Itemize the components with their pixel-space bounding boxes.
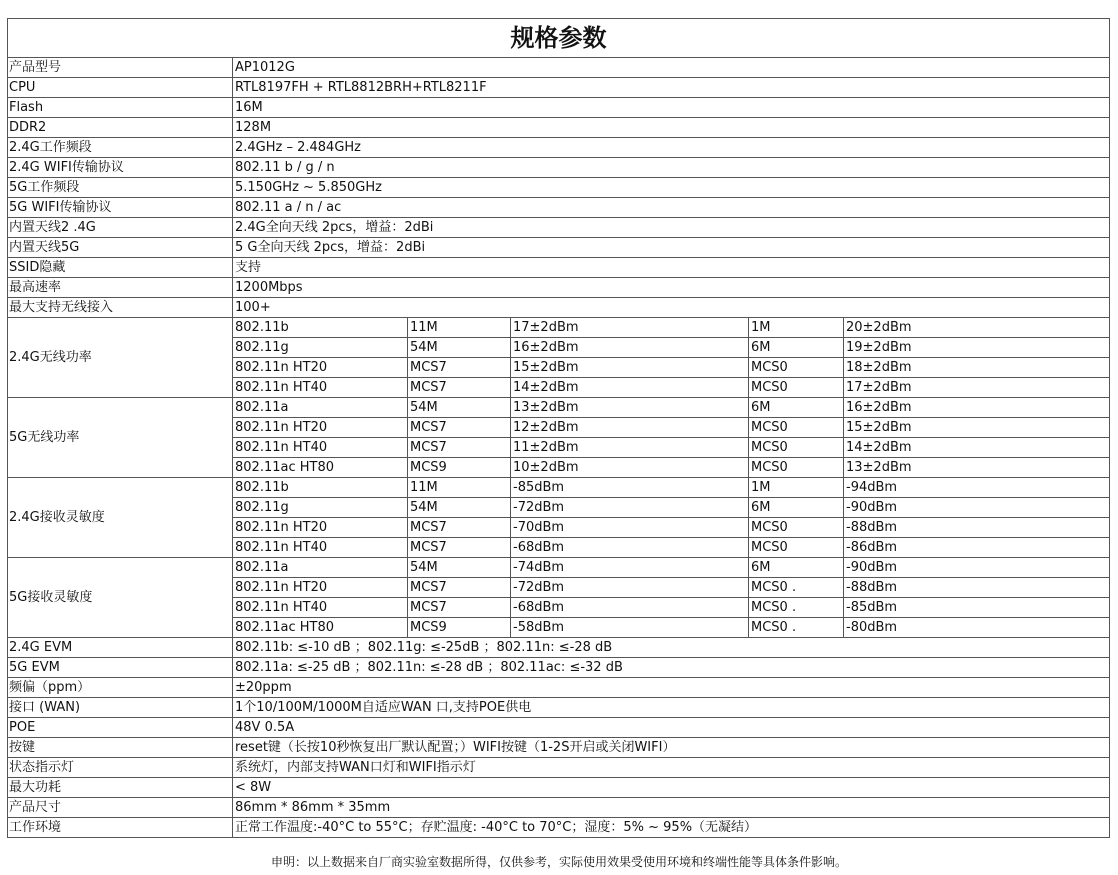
title-row bbox=[8, 19, 1110, 58]
spec-table bbox=[7, 18, 1110, 838]
mode-cell: 802.11n HT40 bbox=[233, 378, 408, 398]
value-high-cell: 11±2dBm bbox=[511, 438, 749, 458]
spec-row bbox=[8, 638, 1110, 658]
rate-high-cell: 11M bbox=[408, 318, 511, 338]
spec-value: AP1012G bbox=[233, 58, 1110, 78]
rate-high-cell: MCS7 bbox=[408, 378, 511, 398]
rate-high-cell: MCS7 bbox=[408, 438, 511, 458]
value-low-cell: 15±2dBm bbox=[844, 418, 1110, 438]
spec-row bbox=[8, 818, 1110, 838]
spec-label: 5G工作频段 bbox=[8, 178, 233, 198]
value-high-cell: 14±2dBm bbox=[511, 378, 749, 398]
rate-low-cell: MCS0 bbox=[749, 518, 844, 538]
value-high-cell: -68dBm bbox=[511, 598, 749, 618]
value-high-cell: 17±2dBm bbox=[511, 318, 749, 338]
mode-cell: 802.11n HT20 bbox=[233, 418, 408, 438]
rate-high-cell: 54M bbox=[408, 558, 511, 578]
spec-row bbox=[8, 798, 1110, 818]
rate-high-cell: 11M bbox=[408, 478, 511, 498]
rate-high-cell: MCS7 bbox=[408, 418, 511, 438]
spec-row bbox=[8, 158, 1110, 178]
rate-low-cell: 1M bbox=[749, 478, 844, 498]
spec-value: 802.11 a / n / ac bbox=[233, 198, 1110, 218]
rate-low-cell: 6M bbox=[749, 338, 844, 358]
value-high-cell: 16±2dBm bbox=[511, 338, 749, 358]
mode-cell: 802.11n HT20 bbox=[233, 358, 408, 378]
mode-cell: 802.11a bbox=[233, 398, 408, 418]
spec-label: 5G EVM bbox=[8, 658, 233, 678]
mode-cell: 802.11g bbox=[233, 498, 408, 518]
mode-cell: 802.11a bbox=[233, 558, 408, 578]
value-high-cell: 12±2dBm bbox=[511, 418, 749, 438]
spec-value: 2.4GHz – 2.484GHz bbox=[233, 138, 1110, 158]
rate-low-cell: MCS0 bbox=[749, 378, 844, 398]
rate-low-cell: MCS0 . bbox=[749, 618, 844, 638]
spec-label: 最高速率 bbox=[8, 278, 233, 298]
value-high-cell: -72dBm bbox=[511, 498, 749, 518]
rate-low-cell: 1M bbox=[749, 318, 844, 338]
spec-label: 5G WIFI传输协议 bbox=[8, 198, 233, 218]
value-low-cell: -85dBm bbox=[844, 598, 1110, 618]
spec-row bbox=[8, 698, 1110, 718]
value-high-cell: -58dBm bbox=[511, 618, 749, 638]
value-high-cell: -85dBm bbox=[511, 478, 749, 498]
mode-cell: 802.11n HT40 bbox=[233, 438, 408, 458]
mode-cell: 802.11ac HT80 bbox=[233, 458, 408, 478]
value-high-cell: 15±2dBm bbox=[511, 358, 749, 378]
value-low-cell: -90dBm bbox=[844, 558, 1110, 578]
value-low-cell: 16±2dBm bbox=[844, 398, 1110, 418]
spec-label: 2.4G WIFI传输协议 bbox=[8, 158, 233, 178]
spec-label: 产品尺寸 bbox=[8, 798, 233, 818]
value-high-cell: -74dBm bbox=[511, 558, 749, 578]
spec-row bbox=[8, 758, 1110, 778]
spec-value: 16M bbox=[233, 98, 1110, 118]
value-high-cell: 13±2dBm bbox=[511, 398, 749, 418]
spec-table-body bbox=[8, 19, 1110, 838]
spec-label: Flash bbox=[8, 98, 233, 118]
value-low-cell: 19±2dBm bbox=[844, 338, 1110, 358]
spec-row bbox=[8, 658, 1110, 678]
spec-value: 802.11b: ≤-10 dB ；802.11g: ≤-25dB ；802.11n: ≤-28 dB bbox=[233, 638, 1110, 658]
rate-high-cell: 54M bbox=[408, 338, 511, 358]
spec-value: 2.4G全向天线 2pcs，增益：2dBi bbox=[233, 218, 1110, 238]
rate-high-cell: MCS9 bbox=[408, 458, 511, 478]
spec-value: 5.150GHz ~ 5.850GHz bbox=[233, 178, 1110, 198]
rate-low-cell: MCS0 bbox=[749, 438, 844, 458]
spec-label: SSID隐藏 bbox=[8, 258, 233, 278]
spec-value: 128M bbox=[233, 118, 1110, 138]
value-high-cell: -72dBm bbox=[511, 578, 749, 598]
rate-low-cell: MCS0 bbox=[749, 358, 844, 378]
group-label: 2.4G无线功率 bbox=[8, 318, 233, 398]
mode-cell: 802.11n HT20 bbox=[233, 578, 408, 598]
spec-row bbox=[8, 138, 1110, 158]
value-low-cell: 13±2dBm bbox=[844, 458, 1110, 478]
value-low-cell: -94dBm bbox=[844, 478, 1110, 498]
rate-low-cell: MCS0 bbox=[749, 458, 844, 478]
value-low-cell: -88dBm bbox=[844, 518, 1110, 538]
spec-value: 1200Mbps bbox=[233, 278, 1110, 298]
page-title: 规格参数 bbox=[8, 19, 1110, 58]
mode-cell: 802.11n HT40 bbox=[233, 538, 408, 558]
group-row bbox=[8, 478, 1110, 498]
spec-value: 48V 0.5A bbox=[233, 718, 1110, 738]
value-low-cell: 14±2dBm bbox=[844, 438, 1110, 458]
spec-row bbox=[8, 178, 1110, 198]
spec-label: 频偏（ppm） bbox=[8, 678, 233, 698]
spec-row bbox=[8, 778, 1110, 798]
spec-value: 1个10/100M/1000M自适应WAN 口,支持POE供电 bbox=[233, 698, 1110, 718]
spec-value: 支持 bbox=[233, 258, 1110, 278]
rate-high-cell: MCS7 bbox=[408, 578, 511, 598]
spec-value: 802.11 b / g / n bbox=[233, 158, 1110, 178]
spec-row bbox=[8, 258, 1110, 278]
rate-high-cell: MCS7 bbox=[408, 598, 511, 618]
spec-value: < 8W bbox=[233, 778, 1110, 798]
spec-label: 内置天线5G bbox=[8, 238, 233, 258]
spec-label: POE bbox=[8, 718, 233, 738]
spec-label: 产品型号 bbox=[8, 58, 233, 78]
value-low-cell: 20±2dBm bbox=[844, 318, 1110, 338]
spec-label: 2.4G工作频段 bbox=[8, 138, 233, 158]
mode-cell: 802.11ac HT80 bbox=[233, 618, 408, 638]
value-low-cell: -86dBm bbox=[844, 538, 1110, 558]
rate-high-cell: MCS7 bbox=[408, 518, 511, 538]
spec-value: 86mm * 86mm * 35mm bbox=[233, 798, 1110, 818]
spec-value: ±20ppm bbox=[233, 678, 1110, 698]
spec-row bbox=[8, 738, 1110, 758]
disclaimer: 申明：以上数据来自厂商实验室数据所得，仅供参考，实际使用效果受使用环境和终端性能等具体条件影响。 bbox=[270, 855, 847, 869]
group-row bbox=[8, 558, 1110, 578]
spec-value: 802.11a: ≤-25 dB ；802.11n: ≤-28 dB ；802.11ac: ≤-32 dB bbox=[233, 658, 1110, 678]
mode-cell: 802.11b bbox=[233, 478, 408, 498]
value-low-cell: 18±2dBm bbox=[844, 358, 1110, 378]
spec-value: 5 G全向天线 2pcs，增益：2dBi bbox=[233, 238, 1110, 258]
value-high-cell: -70dBm bbox=[511, 518, 749, 538]
value-high-cell: -68dBm bbox=[511, 538, 749, 558]
spec-row bbox=[8, 58, 1110, 78]
mode-cell: 802.11g bbox=[233, 338, 408, 358]
mode-cell: 802.11n HT20 bbox=[233, 518, 408, 538]
value-low-cell: 17±2dBm bbox=[844, 378, 1110, 398]
spec-label: 状态指示灯 bbox=[8, 758, 233, 778]
spec-row bbox=[8, 198, 1110, 218]
spec-label: 最大支持无线接入 bbox=[8, 298, 233, 318]
rate-low-cell: 6M bbox=[749, 558, 844, 578]
rate-low-cell: 6M bbox=[749, 398, 844, 418]
rate-high-cell: MCS9 bbox=[408, 618, 511, 638]
mode-cell: 802.11n HT40 bbox=[233, 598, 408, 618]
value-low-cell: -80dBm bbox=[844, 618, 1110, 638]
spec-value: reset键（长按10秒恢复出厂默认配置；）WIFI按键（1-2S开启或关闭WIFI） bbox=[233, 738, 1110, 758]
value-low-cell: -88dBm bbox=[844, 578, 1110, 598]
mode-cell: 802.11b bbox=[233, 318, 408, 338]
spec-label: 内置天线2 .4G bbox=[8, 218, 233, 238]
spec-row bbox=[8, 678, 1110, 698]
spec-row bbox=[8, 718, 1110, 738]
rate-low-cell: MCS0 . bbox=[749, 598, 844, 618]
rate-low-cell: MCS0 . bbox=[749, 578, 844, 598]
spec-label: 接口 (WAN) bbox=[8, 698, 233, 718]
rate-low-cell: MCS0 bbox=[749, 418, 844, 438]
spec-row bbox=[8, 218, 1110, 238]
rate-high-cell: MCS7 bbox=[408, 358, 511, 378]
spec-value: 系统灯，内部支持WAN口灯和WIFI指示灯 bbox=[233, 758, 1110, 778]
group-label: 5G无线功率 bbox=[8, 398, 233, 478]
spec-label: DDR2 bbox=[8, 118, 233, 138]
rate-high-cell: MCS7 bbox=[408, 538, 511, 558]
group-row bbox=[8, 398, 1110, 418]
spec-row bbox=[8, 98, 1110, 118]
spec-label: 按键 bbox=[8, 738, 233, 758]
spec-row bbox=[8, 78, 1110, 98]
spec-value: 正常工作温度:-40°C to 55°C；存贮温度: -40°C to 70°C；湿度：5% ~ 95%（无凝结） bbox=[233, 818, 1110, 838]
spec-row bbox=[8, 298, 1110, 318]
rate-high-cell: 54M bbox=[408, 398, 511, 418]
rate-low-cell: MCS0 bbox=[749, 538, 844, 558]
spec-row bbox=[8, 118, 1110, 138]
rate-low-cell: 6M bbox=[749, 498, 844, 518]
spec-label: CPU bbox=[8, 78, 233, 98]
spec-value: 100+ bbox=[233, 298, 1110, 318]
spec-label: 2.4G EVM bbox=[8, 638, 233, 658]
value-low-cell: -90dBm bbox=[844, 498, 1110, 518]
group-label: 2.4G接收灵敏度 bbox=[8, 478, 233, 558]
group-label: 5G接收灵敏度 bbox=[8, 558, 233, 638]
spec-row bbox=[8, 238, 1110, 258]
rate-high-cell: 54M bbox=[408, 498, 511, 518]
spec-label: 最大功耗 bbox=[8, 778, 233, 798]
spec-value: RTL8197FH + RTL8812BRH+RTL8211F bbox=[233, 78, 1110, 98]
spec-label: 工作环境 bbox=[8, 818, 233, 838]
spec-row bbox=[8, 278, 1110, 298]
value-high-cell: 10±2dBm bbox=[511, 458, 749, 478]
group-row bbox=[8, 318, 1110, 338]
